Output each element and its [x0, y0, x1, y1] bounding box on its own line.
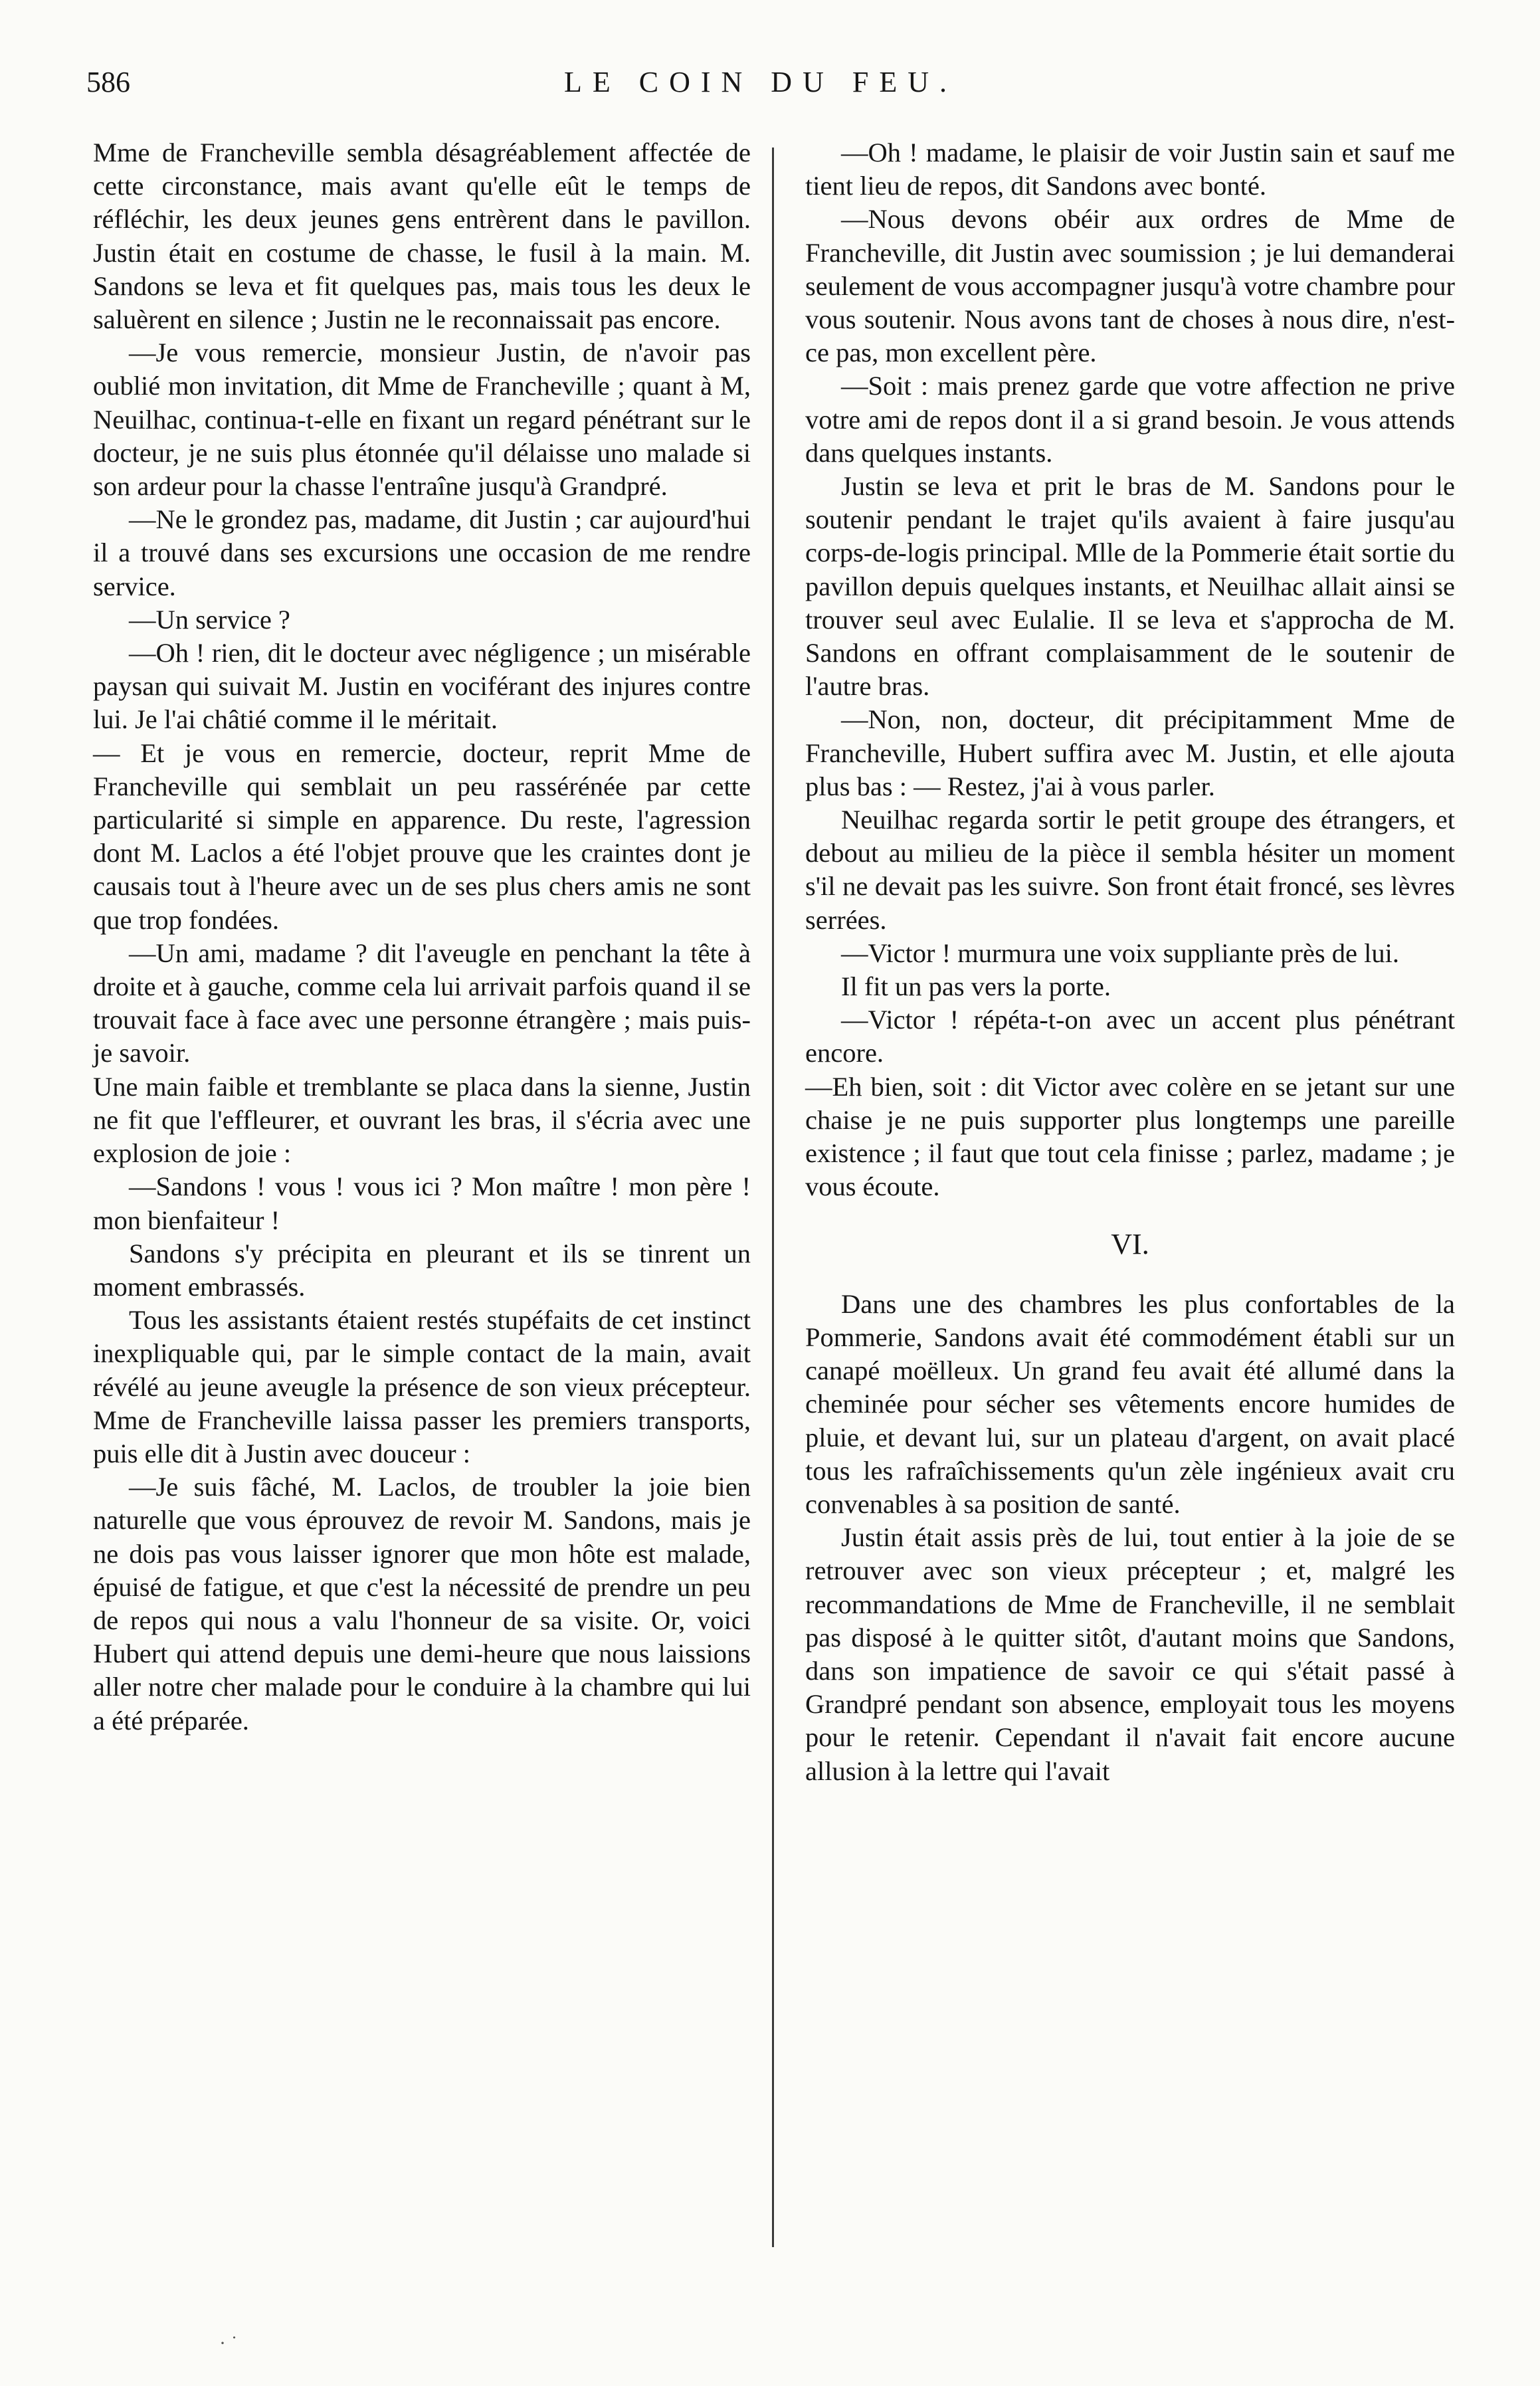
paragraph: —Un ami, madame ? dit l'aveugle en penchant la tête à droite et à gauche, comme cela lui arrivait parfois quand il se trouvait face à face avec une personne étrangère ; mais puis-je savoir.	[93, 938, 751, 1068]
paragraph: Il fit un pas vers la porte.	[841, 971, 1111, 1002]
left-column	[93, 136, 751, 1738]
section-heading: VI.	[1111, 1227, 1149, 1260]
print-specks: · ˙	[219, 2332, 238, 2354]
paragraph: Dans une des chambres les plus confortables de la Pommerie, Sandons avait été commodément établi sur un canapé moëlleux. Un grand feu avait été allumé dans la cheminée pour sécher ses vêtements encore humides de pluie, et devant lui, sur un plateau d'argent, on avait placé tous les rafraîchissements qu'un zèle ingénieux avait cru convenables à sa position de santé.	[805, 1288, 1455, 1519]
column-divider	[772, 148, 774, 2247]
running-title: LE COIN DU FEU.	[564, 66, 957, 98]
paragraph: —Eh bien, soit : dit Victor avec colère en se jetant sur une chaise je ne puis supporter plus longtemps une pareille existence ; il faut que tout cela finisse ; parlez, madame ; je vous écoute.	[805, 1071, 1455, 1202]
paragraph: Mme de Francheville sembla désagréablement affectée de cette circonstance, mais avant qu'elle eût le temps de réfléchir, les deux jeunes gens entrèrent dans le pavillon. Justin était en costume de chasse, le fusil à la main. M. Sandons se leva et fit quelques pas, mais tous les deux le saluèrent en silence ; Justin ne le reconnaissait pas encore.	[93, 138, 751, 335]
paragraph: —Un service ?	[129, 604, 290, 635]
paragraph: — Et je vous en remercie, docteur, reprit Mme de Francheville qui semblait un peu rassérénée par cette particularité si simple en apparence. Du reste, l'agression dont M. Laclos a été l'objet prouve que les craintes dont je causais tout à l'heure avec un de ses plus chers amis ne sont que trop fondées.	[93, 738, 751, 935]
paragraph: —Je suis fâché, M. Laclos, de troubler la joie bien naturelle que vous éprouvez de revoir M. Sandons, mais je ne dois pas vous laisser ignorer que mon hôte est malade, épuisé de fatigue, et que c'est la nécessité de prendre un peu de repos qui nous a valu l'honneur de sa visite. Or, voici Hubert qui attend depuis une demi-heure que nous laissions aller notre cher malade pour le conduire à la chambre qui lui a été préparée.	[93, 1472, 751, 1736]
page-number: 586	[86, 66, 130, 98]
paragraph: —Oh ! rien, dit le docteur avec négligence ; un misérable paysan qui suivait M. Justin en vociférant des injures contre lui. Je l'ai châtié comme il le méritait.	[93, 638, 751, 735]
paragraph: Justin se leva et prit le bras de M. Sandons pour le soutenir pendant le trajet qu'ils avaient à faire jusqu'au corps-de-logis principal. Mlle de la Pommerie était sortie du pavillon depuis quelques instants, et Neuilhac allait ainsi se trouver seul avec Eulalie. Il se leva et s'approcha de M. Sandons en offrant complaisamment de le soutenir de l'autre bras.	[805, 471, 1455, 702]
paragraph: —Victor ! répéta-t-on avec un accent plus pénétrant encore.	[805, 1005, 1455, 1068]
paragraph: Une main faible et tremblante se placa dans la sienne, Justin ne fit que l'effleurer, et ouvrant les bras, il s'écria avec une explosion de joie :	[93, 1071, 751, 1169]
paragraph: —Sandons ! vous ! vous ici ? Mon maître ! mon père ! mon bienfaiteur !	[93, 1171, 751, 1235]
paragraph: —Non, non, docteur, dit précipitamment Mme de Francheville, Hubert suffira avec M. Justin, et elle ajouta plus bas : — Restez, j'ai à vous parler.	[805, 704, 1455, 801]
paragraph: Neuilhac regarda sortir le petit groupe des étrangers, et debout au milieu de la pièce il sembla hésiter un moment s'il ne devait pas les suivre. Son front était froncé, ses lèvres serrées.	[805, 805, 1455, 935]
paragraph: Sandons s'y précipita en pleurant et ils se tinrent un moment embrassés.	[93, 1238, 751, 1302]
paragraph: —Oh ! madame, le plaisir de voir Justin sain et sauf me tient lieu de repos, dit Sandons avec bonté.	[805, 138, 1455, 201]
paragraph: —Je vous remercie, monsieur Justin, de n'avoir pas oublié mon invitation, dit Mme de Francheville ; quant à M, Neuilhac, continua-t-elle en fixant un regard pénétrant sur le docteur, je ne suis plus étonnée qu'il délaisse uno malade si son ardeur pour la chasse l'entraîne jusqu'à Grandpré.	[93, 338, 751, 502]
right-column	[805, 136, 1455, 1788]
paragraph: —Nous devons obéir aux ordres de Mme de Francheville, dit Justin avec soumission ; je lui demanderai seulement de vous accompagner jusqu'à votre chambre pour vous soutenir. Nous avons tant de choses à nous dire, n'est-ce pas, mon excellent père.	[805, 204, 1455, 368]
paragraph: —Soit : mais prenez garde que votre affection ne prive votre ami de repos dont il a si grand besoin. Je vous attends dans quelques instants.	[805, 371, 1455, 468]
page-header	[86, 65, 1435, 118]
paragraph: Tous les assistants étaient restés stupéfaits de cet instinct inexpliquable qui, par le simple contact de la main, avait révélé au jeune aveugle la présence de son vieux précepteur. Mme de Francheville laissa passer les premiers transports, puis elle dit à Justin avec douceur :	[93, 1305, 751, 1468]
paragraph: Justin était assis près de lui, tout entier à la joie de se retrouver avec son vieux précepteur ; et, malgré les recommandations de Mme de Francheville, il ne semblait pas disposé à le quitter sitôt, d'autant moins que Sandons, dans son impatience de savoir ce qui s'était passé à Grandpré pendant son absence, employait tous les moyens pour le retenir. Cependant il n'avait fait encore aucune allusion à la lettre qui l'avait	[805, 1522, 1455, 1786]
paragraph: —Victor ! murmura une voix suppliante près de lui.	[841, 938, 1399, 968]
paragraph: —Ne le grondez pas, madame, dit Justin ; car aujourd'hui il a trouvé dans ses excursions une occasion de me rendre service.	[93, 504, 751, 601]
